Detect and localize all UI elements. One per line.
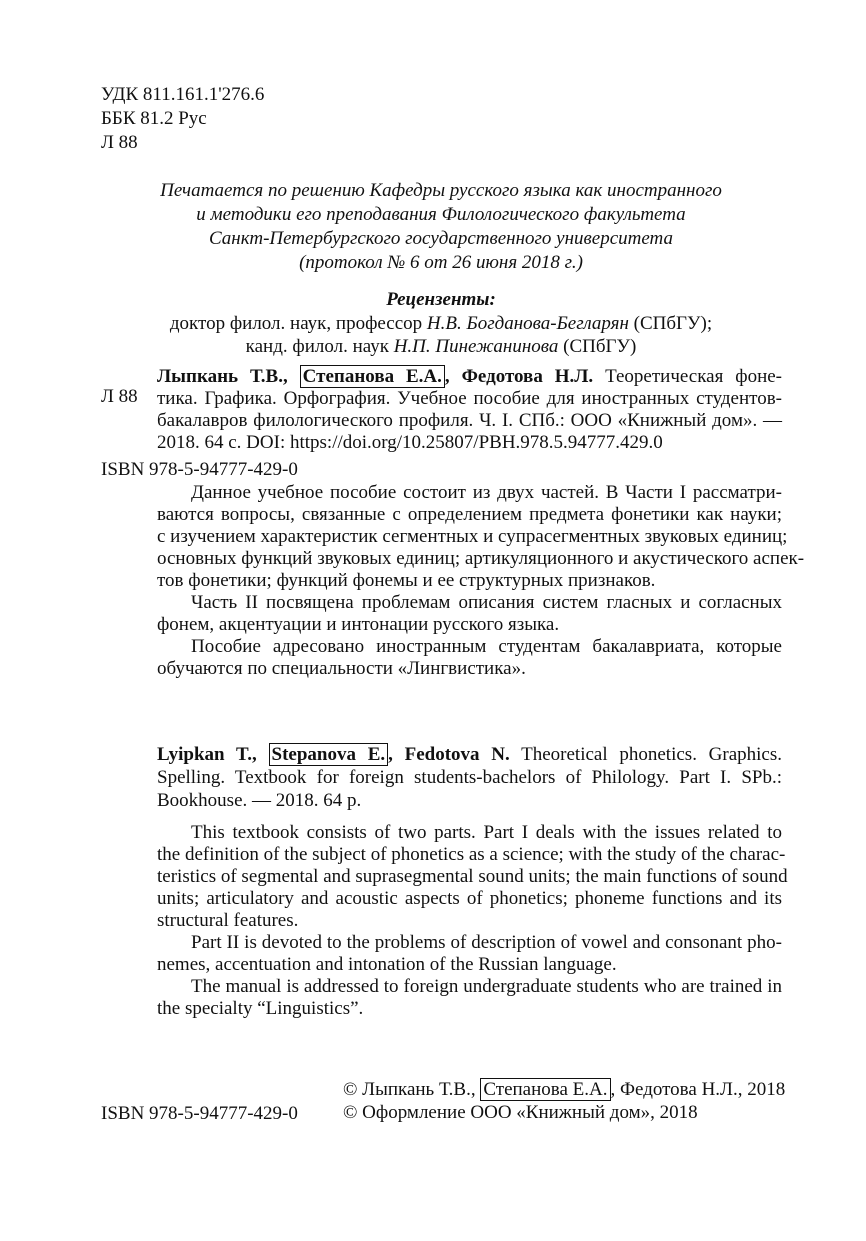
approval-line: Печатается по решению Кафедры русского языка как иностранного [160,180,722,201]
abstract-ru-line: Часть II посвящена проблемам описания систем гласных и согласных [191,592,782,613]
abstract-en-line: the specialty “Linguistics”. [157,998,364,1019]
reviewer-name: Н.П. Пинежанинова [393,336,559,357]
isbn-top: ISBN 978-5-94777-429-0 [101,459,298,480]
reviewer-1 [100,313,782,335]
abstract-ru-line: фонем, акцентуации и интонации русского языка. [157,614,560,635]
approval-line: и методики его преподавания Филологического факультета [196,204,686,225]
biblio-ru-line: бакалавров филологического профиля. Ч. I. СПб.: ООО «Книжный дом». — [157,410,782,431]
abstract-ru-line: Пособие адресовано иностранным студентам бакалавриата, которые [191,636,782,657]
author-name: Лыпкань Т.В., [157,366,288,387]
biblio-ru-line [157,366,782,388]
author-name: , Федотова Н.Л. [444,366,594,387]
title-text: Теоретическая фоне- [593,366,783,387]
copyright-design: © Оформление ООО «Книжный дом», 2018 [343,1102,698,1123]
abstract-en-line: structural features. [157,910,299,931]
abstract-en-line: Part II is devoted to the problems of description of vowel and consonant pho- [191,932,782,953]
title-text: Theoretical phonetics. Graphics. [509,744,783,765]
abstract-en-line: The manual is addressed to foreign undergraduate students who are trained in [191,976,782,997]
biblio-ru-line: тика. Графика. Орфография. Учебное пособие для иностранных студентов- [157,388,782,409]
copyright-suffix: , Федотова Н.Л., 2018 [610,1079,786,1100]
abstract-en-line: This textbook consists of two parts. Part I deals with the issues related to [191,822,782,843]
reviewer-name: Н.В. Богданова-Бегларян [426,313,629,334]
reviewers-heading: Рецензенты: [386,289,496,310]
author-name: Lyipkan T., [157,744,257,765]
isbn-bottom: ISBN 978-5-94777-429-0 [101,1103,298,1124]
abstract-ru-line: с изучением характеристик сегментных и супрасегментных звуковых единиц; [157,526,788,547]
reviewer-affiliation: (СПбГУ); [628,313,713,334]
abstract-en-line: nemes, accentuation and intonation of the Russian language. [157,954,617,975]
reviewer-title: доктор филол. наук, профессор [169,313,427,334]
reviewer-title: канд. филол. наук [245,336,394,357]
approval-line: Санкт-Петербургского государственного университета [208,228,673,249]
author-name-boxed: Степанова Е.А. [300,365,445,388]
author-name-boxed: Stepanova E. [269,743,389,766]
abstract-en-line: teristics of segmental and suprasegmental sound units; the main functions of sound [157,866,788,887]
abstract-en-line: the definition of the subject of phonetics as a science; with the study of the charac- [157,844,786,865]
approval-line: (протокол № 6 от 26 июня 2018 г.) [299,252,583,273]
author-mark: Л 88 [101,132,138,153]
copyright-boxed-author: Степанова Е.А. [480,1078,610,1101]
biblio-ru-line: 2018. 64 с. DOI: https://doi.org/10.25807/PBH.978.5.94777.429.0 [157,432,663,453]
author-name: , Fedotova N. [388,744,510,765]
copyright-authors [343,1079,785,1101]
copyright-prefix: © Лыпкань Т.В., [343,1079,481,1100]
bbk-code: ББК 81.2 Рус [101,108,207,129]
biblio-en-line: Spelling. Textbook for foreign students-bachelors of Philology. Part I. SPb.: [157,767,782,788]
reviewer-affiliation: (СПбГУ) [558,336,637,357]
abstract-en-line: units; articulatory and acoustic aspects of phonetics; phoneme functions and its [157,888,782,909]
biblio-en-line: Bookhouse. — 2018. 64 p. [157,790,362,811]
abstract-ru-line: обучаются по специальности «Лингвистика». [157,658,526,679]
abstract-ru-line: основных функций звуковых единиц; артикуляционного и акустического аспек- [157,548,805,569]
biblio-en-line [157,744,782,766]
udk-code: УДК 811.161.1'276.6 [101,84,265,105]
reviewer-2 [100,336,782,358]
biblio-code: Л 88 [101,386,138,407]
abstract-ru-line: Данное учебное пособие состоит из двух частей. В Части I рассматри- [191,482,782,503]
abstract-ru-line: ваются вопросы, связанные с определением предмета фонетики как науки; [157,504,782,525]
abstract-ru-line: тов фонетики; функций фонемы и ее структурных признаков. [157,570,656,591]
